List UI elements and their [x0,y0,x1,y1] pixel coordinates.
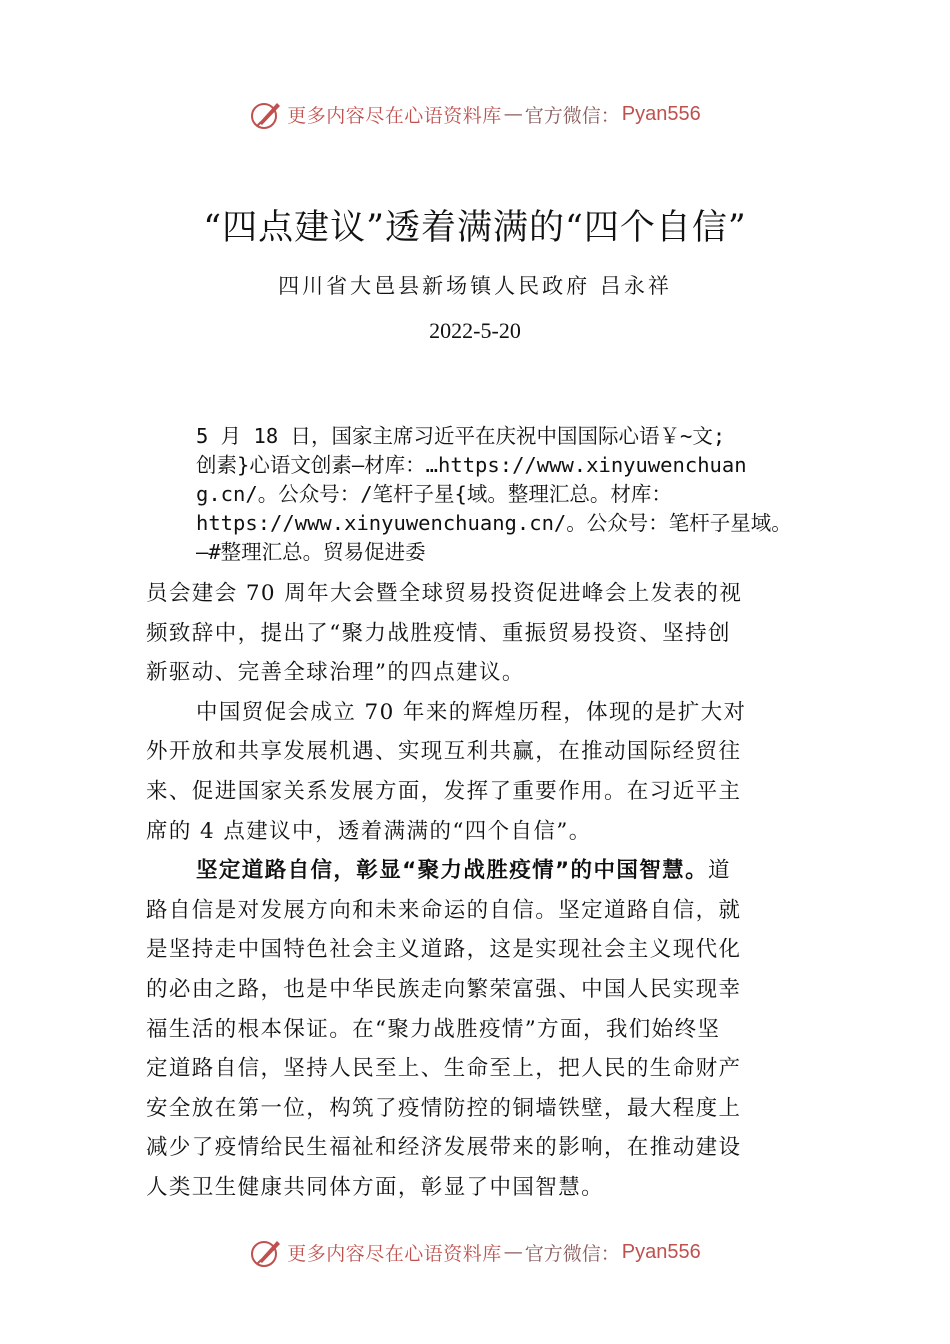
text-line: 频致辞中，提出了“聚力战胜疫情、重振贸易投资、坚持创 [146,620,731,646]
intro-line: https://www.xinyuwenchuang.cn/。公众号：笔杆子星域。 [196,511,792,535]
banner-wechat-id: Pyan556 [621,1240,701,1263]
text-line: 人类卫生健康共同体方面，彰显了中国智慧。 [146,1174,605,1200]
intro-line: 5 月 18 日，国家主席习近平在庆祝中国国际心语￥~文; [196,424,726,448]
header-banner [0,94,950,134]
text-line: 员会建会 70 周年大会暨全球贸易投资促进峰会上发表的视 [146,581,743,606]
garbled-intro-block [196,422,868,567]
banner-text: 更多内容尽在心语资料库 [287,1242,502,1265]
text-line: 福生活的根本保证。在“聚力战胜疫情”方面，我们始终坚 [146,1016,721,1042]
text-line [146,851,808,891]
text-line: 来、促进国家关系发展方面，发挥了重要作用。在习近平主 [146,778,742,804]
text-line: 路自信是对发展方向和未来命运的自信。坚定道路自信，就 [146,897,742,923]
text-line: 席的 4 点建议中，透着满满的“四个自信”。 [146,818,592,844]
text-line: 的必由之路，也是中华民族走向繁荣富强、中国人民实现幸 [146,976,742,1002]
text-line: 是坚持走中国特色社会主义道路，这是实现社会主义现代化 [146,937,742,963]
text-line: 定道路自信，坚持人民至上、生命至上，把人民的生命财产 [146,1056,742,1082]
text-line: 中国贸促会成立 70 年来的辉煌历程，体现的是扩大对 [196,699,747,725]
paragraph-1 [146,574,808,693]
banner-dash: — [503,1241,523,1263]
document-body [146,574,808,1208]
intro-line: —#整理汇总。贸易促进委 [196,540,426,564]
text-line: 外开放和共享发展机遇、实现互利共赢，在推动国际经贸往 [146,739,742,765]
text-line: 减少了疫情给民生福祉和经济发展带来的影响，在推动建设 [146,1135,742,1161]
banner-label: 官方微信： [524,1242,620,1265]
footer-banner [0,1232,950,1272]
paragraph-3 [146,851,808,1207]
banner-text: 更多内容尽在心语资料库 [287,104,502,127]
document-date: 2022-5-20 [429,318,521,343]
section-heading: 坚定道路自信，彰显“聚力战胜疫情”的中国智慧。 [196,858,708,884]
document-author: 四川省大邑县新场镇人民政府 吕永祥 [278,274,672,298]
document-title: “四点建议”透着满满的“四个自信” [203,208,747,248]
quill-pen-logo-icon [249,1235,283,1269]
banner-wechat-id: Pyan556 [621,102,701,125]
intro-line: 创素}心语文创素—材库：…https://www.xinyuwenchuan [196,453,747,477]
banner-dash: — [503,103,523,125]
intro-line: g.cn/。公众号：/笔杆子星{域。整理汇总。材库： [196,482,672,506]
paragraph-2 [146,693,808,851]
text-line: 安全放在第一位，构筑了疫情防控的铜墙铁壁，最大程度上 [146,1095,742,1121]
banner-label: 官方微信： [524,104,620,127]
text-fragment: 道 [707,858,731,884]
text-line: 新驱动、完善全球治理”的四点建议。 [146,660,525,686]
quill-pen-logo-icon [249,97,283,131]
